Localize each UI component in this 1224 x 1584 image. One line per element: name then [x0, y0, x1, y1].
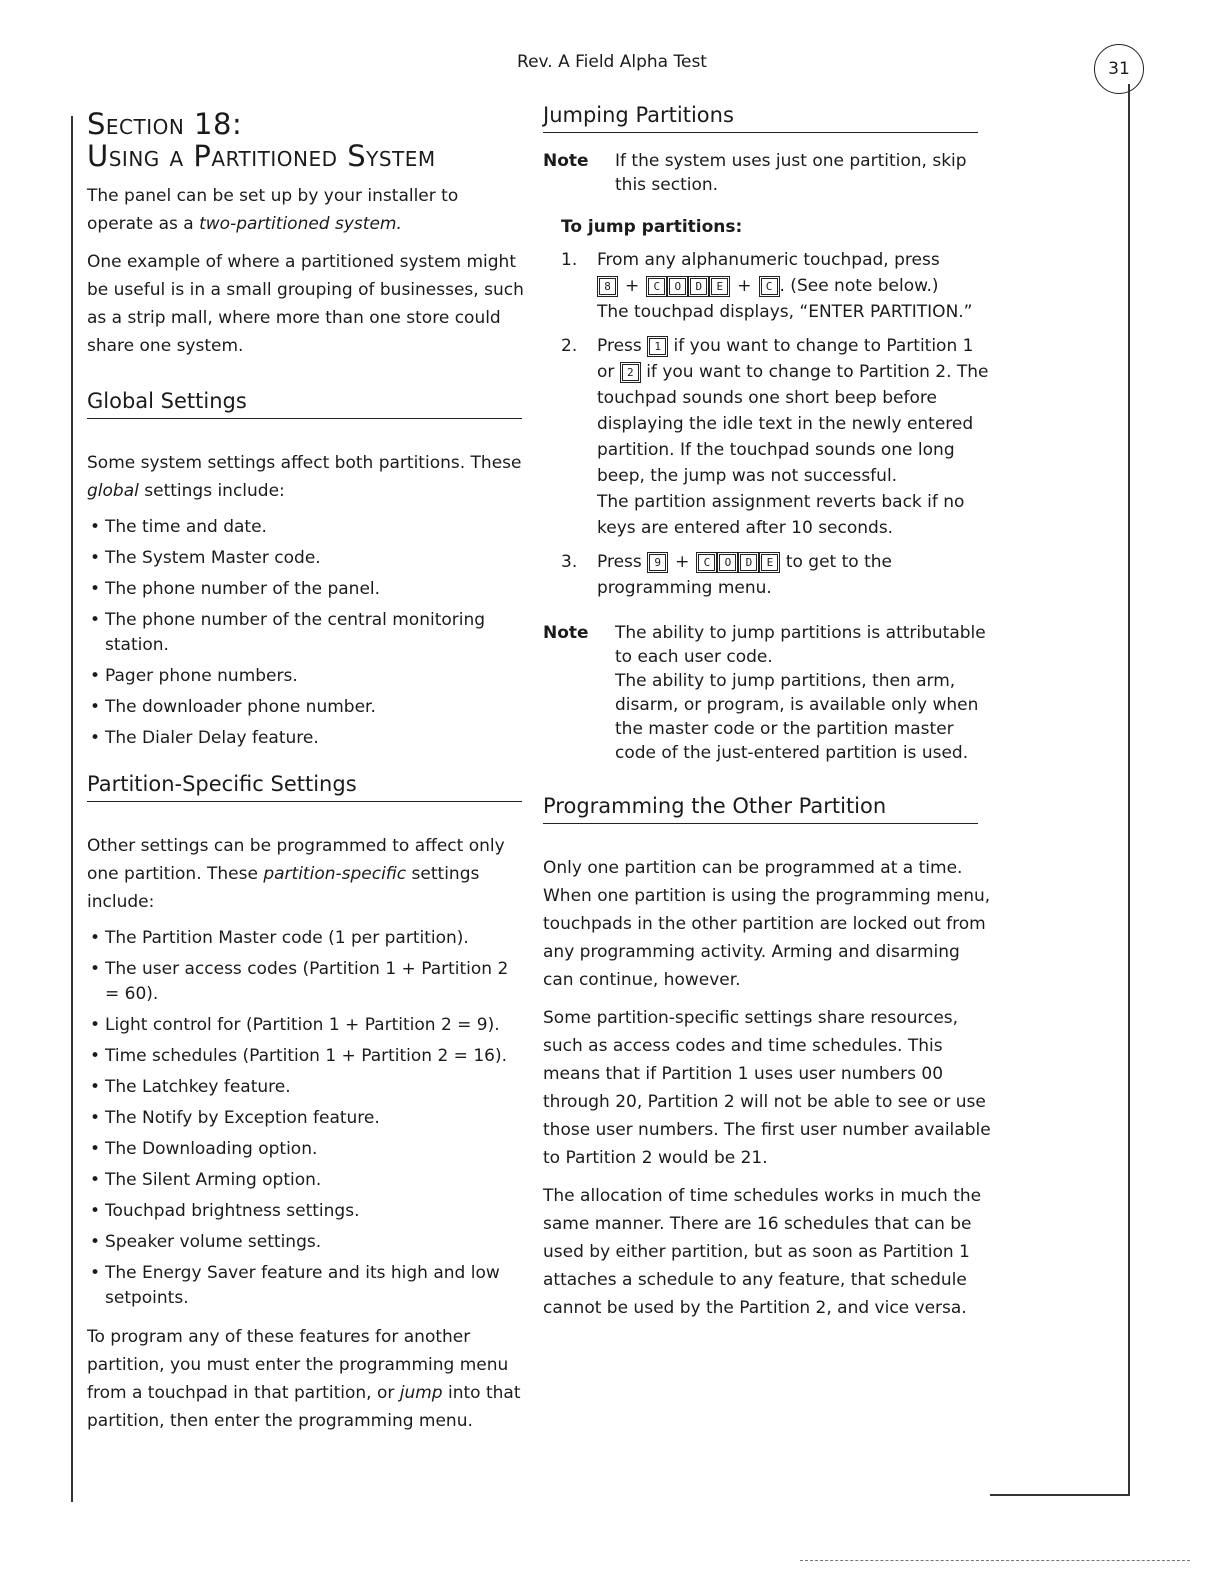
key-d-icon: D	[740, 554, 757, 571]
left-margin-rule	[71, 116, 73, 1502]
note-text: If the system uses just one partition, skip this section.	[615, 151, 967, 195]
section-title	[87, 108, 527, 172]
scan-artifact-line	[800, 1560, 1190, 1562]
key-e-icon: E	[711, 278, 728, 295]
note-text: The ability to jump partitions is attributable to each user code. The ability to jump partitions, then arm, disarm, or program, is available only when the master code or the partition master code of the just-entered partition is used.	[615, 623, 986, 763]
section-title-line1: Section 18:	[87, 107, 243, 141]
list-item: • Pager phone numbers.	[87, 664, 527, 689]
partition-specific-list	[87, 926, 527, 1311]
list-item: • The Silent Arming option.	[87, 1168, 527, 1193]
programming-paragraph-2: Some partition-specific settings share resources, such as access codes and time schedules. This means that if Partition 1 uses user numbers 00 through 20, Partition 2 will not be able to see or use those user numbers. The first user number available to Partition 2 would be 21.	[543, 1008, 991, 1168]
list-item: • The Latchkey feature.	[87, 1075, 527, 1100]
key-c-icon: C	[761, 278, 778, 295]
key-1-icon: 1	[649, 338, 666, 355]
list-item: • The System Master code.	[87, 546, 527, 571]
right-margin-rule	[1128, 84, 1130, 1496]
list-item: • The Downloading option.	[87, 1137, 527, 1162]
list-item: • The phone number of the panel.	[87, 577, 527, 602]
list-item: • Touchpad brightness settings.	[87, 1199, 527, 1224]
key-d-icon: D	[690, 278, 707, 295]
key-o-icon: O	[719, 554, 736, 571]
list-item: • The Dialer Delay feature.	[87, 726, 527, 751]
left-column	[87, 108, 527, 1445]
jumping-partitions-heading: Jumping Partitions	[543, 100, 978, 133]
step-1: 1. From any alphanumeric touchpad, press 8 + C O D E + C . (See note below.) The touchpad displays, “ENTER PARTITION.”	[561, 247, 993, 325]
step-number: 2.	[561, 336, 578, 356]
global-settings-intro: Some system settings affect both partitions. These global settings include:	[87, 453, 522, 501]
jump-steps	[561, 247, 993, 601]
partition-specific-heading: Partition-Specific Settings	[87, 769, 522, 802]
key-c-icon: C	[698, 554, 715, 571]
step-number: 1.	[561, 250, 578, 270]
global-settings-heading: Global Settings	[87, 386, 522, 419]
global-settings-list	[87, 515, 527, 751]
list-item: • The Notify by Exception feature.	[87, 1106, 527, 1131]
key-8-icon: 8	[599, 278, 616, 295]
step-3: 3. Press 9 + C O D E to get to the programming menu.	[561, 549, 993, 601]
programming-other-partition-heading: Programming the Other Partition	[543, 791, 978, 824]
closing-paragraph: To program any of these features for another partition, you must enter the programming menu from a touchpad in that partition, or jump into that partition, then enter the programming menu.	[87, 1327, 521, 1431]
page-number: 31	[1094, 44, 1144, 94]
partition-specific-intro: Other settings can be programmed to affect only one partition. These partition-specific settings include:	[87, 836, 505, 912]
list-item: • The Energy Saver feature and its high and low setpoints.	[87, 1261, 527, 1311]
list-item: • Light control for (Partition 1 + Partition 2 = 9).	[87, 1013, 527, 1038]
procedure-title: To jump partitions:	[561, 217, 743, 237]
list-item: • The user access codes (Partition 1 + Partition 2 = 60).	[87, 957, 527, 1007]
list-item: • Speaker volume settings.	[87, 1230, 527, 1255]
key-2-icon: 2	[622, 364, 639, 381]
note-jump-ability	[543, 621, 993, 765]
key-c-icon: C	[648, 278, 665, 295]
note-label: Note	[543, 623, 589, 643]
list-item: • The phone number of the central monitoring station.	[87, 608, 527, 658]
note-label: Note	[543, 151, 589, 171]
list-item: • The downloader phone number.	[87, 695, 527, 720]
key-o-icon: O	[669, 278, 686, 295]
note-single-partition	[543, 149, 993, 197]
programming-paragraph-3: The allocation of time schedules works in much the same manner. There are 16 schedules that can be used by either partition, but as soon as Partition 1 attaches a schedule to any feature, that schedule cannot be used by the Partition 2, and vice versa.	[543, 1186, 982, 1318]
section-title-line2: Using a Partitioned System	[87, 139, 436, 173]
key-9-icon: 9	[649, 554, 666, 571]
intro-paragraph-2: One example of where a partitioned system might be useful is in a small grouping of businesses, such as a strip mall, where more than one store could share one system.	[87, 252, 524, 356]
step-number: 3.	[561, 552, 578, 572]
right-column	[543, 100, 993, 1332]
list-item: • Time schedules (Partition 1 + Partition 2 = 16).	[87, 1044, 527, 1069]
bottom-rule	[990, 1494, 1130, 1496]
step-2: 2. Press 1 if you want to change to Partition 1 or 2 if you want to change to Partition 2. The touchpad sounds one short beep before displaying the idle text in the newly entered partition. If the touchpad sounds one long beep, the jump was not successful. The partition assignment reverts back if no keys are entered after 10 seconds.	[561, 333, 993, 541]
programming-paragraph-1: Only one partition can be programmed at a time. When one partition is using the programming menu, touchpads in the other partition are locked out from any programming activity. Arming and disarming can continue, however.	[543, 858, 991, 990]
intro-paragraph-1: The panel can be set up by your installer to operate as a two-partitioned system.	[87, 186, 459, 234]
list-item: • The time and date.	[87, 515, 527, 540]
key-e-icon: E	[761, 554, 778, 571]
list-item: • The Partition Master code (1 per partition).	[87, 926, 527, 951]
running-header: Rev. A Field Alpha Test	[517, 52, 707, 72]
